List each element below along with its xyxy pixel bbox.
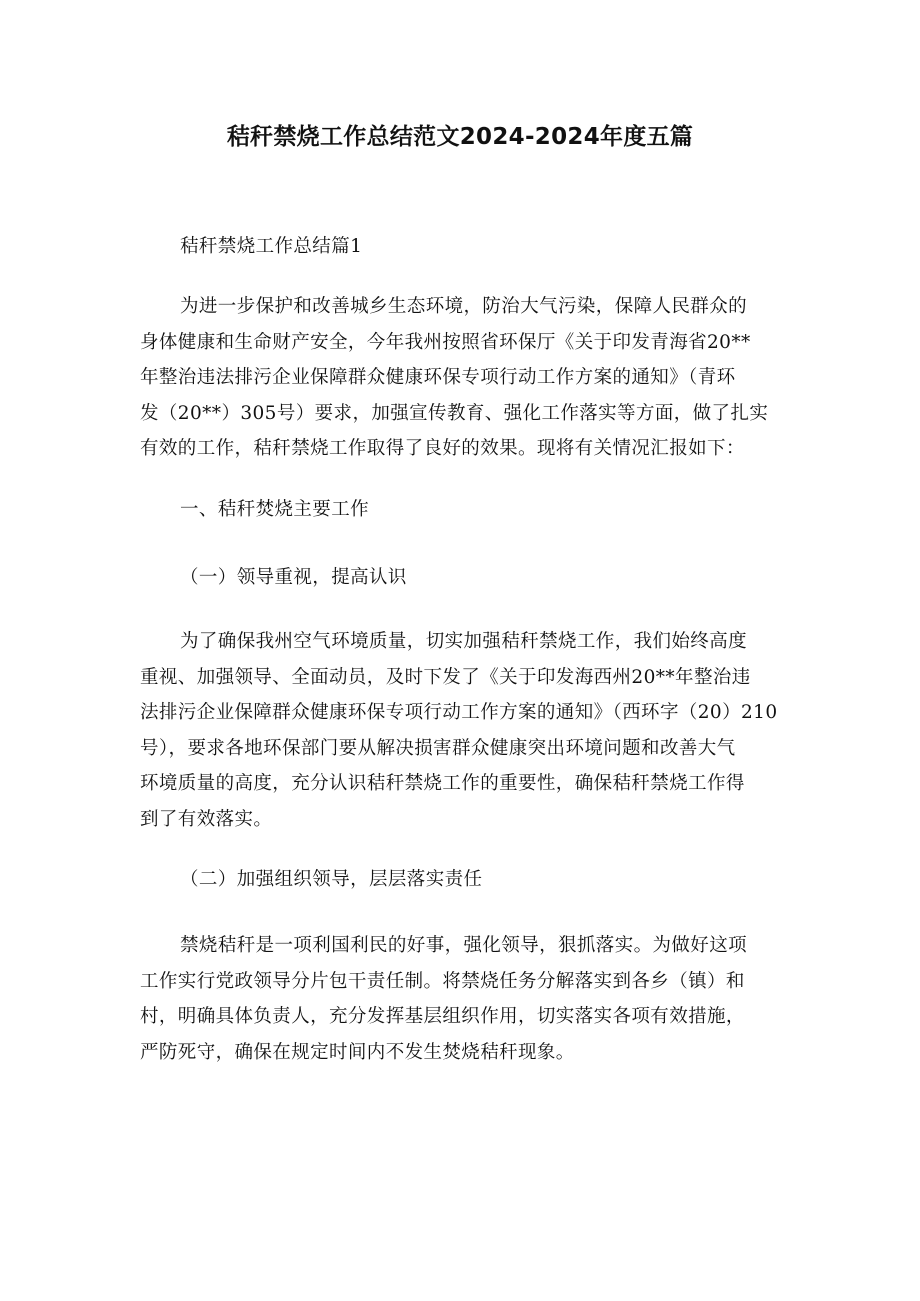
paragraph-line: 为进一步保护和改善城乡生态环境，防治大气污染，保障人民群众的 — [180, 296, 748, 317]
heading-1 — [140, 492, 780, 528]
heading-1-text: 一、秸秆焚烧主要工作 — [180, 499, 370, 520]
paragraph-3 — [140, 928, 780, 1070]
paragraph-line: 有效的工作，秸秆禁烧工作取得了良好的效果。现将有关情况汇报如下： — [140, 438, 745, 459]
subheading-1-text: （一）领导重视，提高认识 — [180, 567, 407, 588]
paragraph-line: 环境质量的高度，充分认识秸秆禁烧工作的重要性，确保秸秆禁烧工作得 — [140, 773, 745, 794]
paragraph-line: 法排污企业保障群众健康环保专项行动工作方案的通知》（西环字（20）210 — [140, 702, 778, 723]
document-title: 秸秆禁烧工作总结范文2024-2024年度五篇 — [226, 124, 694, 150]
paragraph-line: 号），要求各地环保部门要从解决损害群众健康突出环境问题和改善大气 — [140, 737, 736, 759]
paragraph-line: 为了确保我州空气环境质量，切实加强秸秆禁烧工作，我们始终高度 — [180, 631, 748, 652]
subheading-2 — [140, 862, 780, 898]
subheading-1 — [140, 560, 780, 596]
paragraph-line: 年整治违法排污企业保障群众健康环保专项行动工作方案的通知》（青环 — [140, 367, 736, 388]
paragraph-line: 到了有效落实。 — [140, 808, 273, 830]
paragraph-line: 身体健康和生命财产安全，今年我州按照省环保厅《关于印发青海省20** — [140, 331, 751, 353]
paragraph-line: 禁烧秸秆是一项利国利民的好事，强化领导，狠抓落实。为做好这项 — [180, 935, 748, 956]
subheading-2-text: （二）加强组织领导，层层落实责任 — [180, 869, 483, 890]
paragraph-line: 严防死守，确保在规定时间内不发生焚烧秸秆现象。 — [140, 1041, 575, 1063]
paragraph-2 — [140, 624, 780, 837]
paragraph-line: 工作实行党政领导分片包干责任制。将禁烧任务分解落实到各乡（镇）和 — [140, 970, 745, 992]
section-heading — [140, 229, 780, 265]
paragraph-line: 重视、加强领导、全面动员，及时下发了《关于印发海西州20**年整治违 — [140, 666, 751, 688]
paragraph-line: 村，明确具体负责人，充分发挥基层组织作用，切实落实各项有效措施， — [140, 1006, 745, 1027]
paragraph-line: 发（20**）305号）要求，加强宣传教育、强化工作落实等方面，做了扎实 — [140, 402, 769, 424]
section-heading-text: 秸秆禁烧工作总结篇1 — [180, 236, 363, 257]
paragraph-1 — [140, 289, 780, 467]
